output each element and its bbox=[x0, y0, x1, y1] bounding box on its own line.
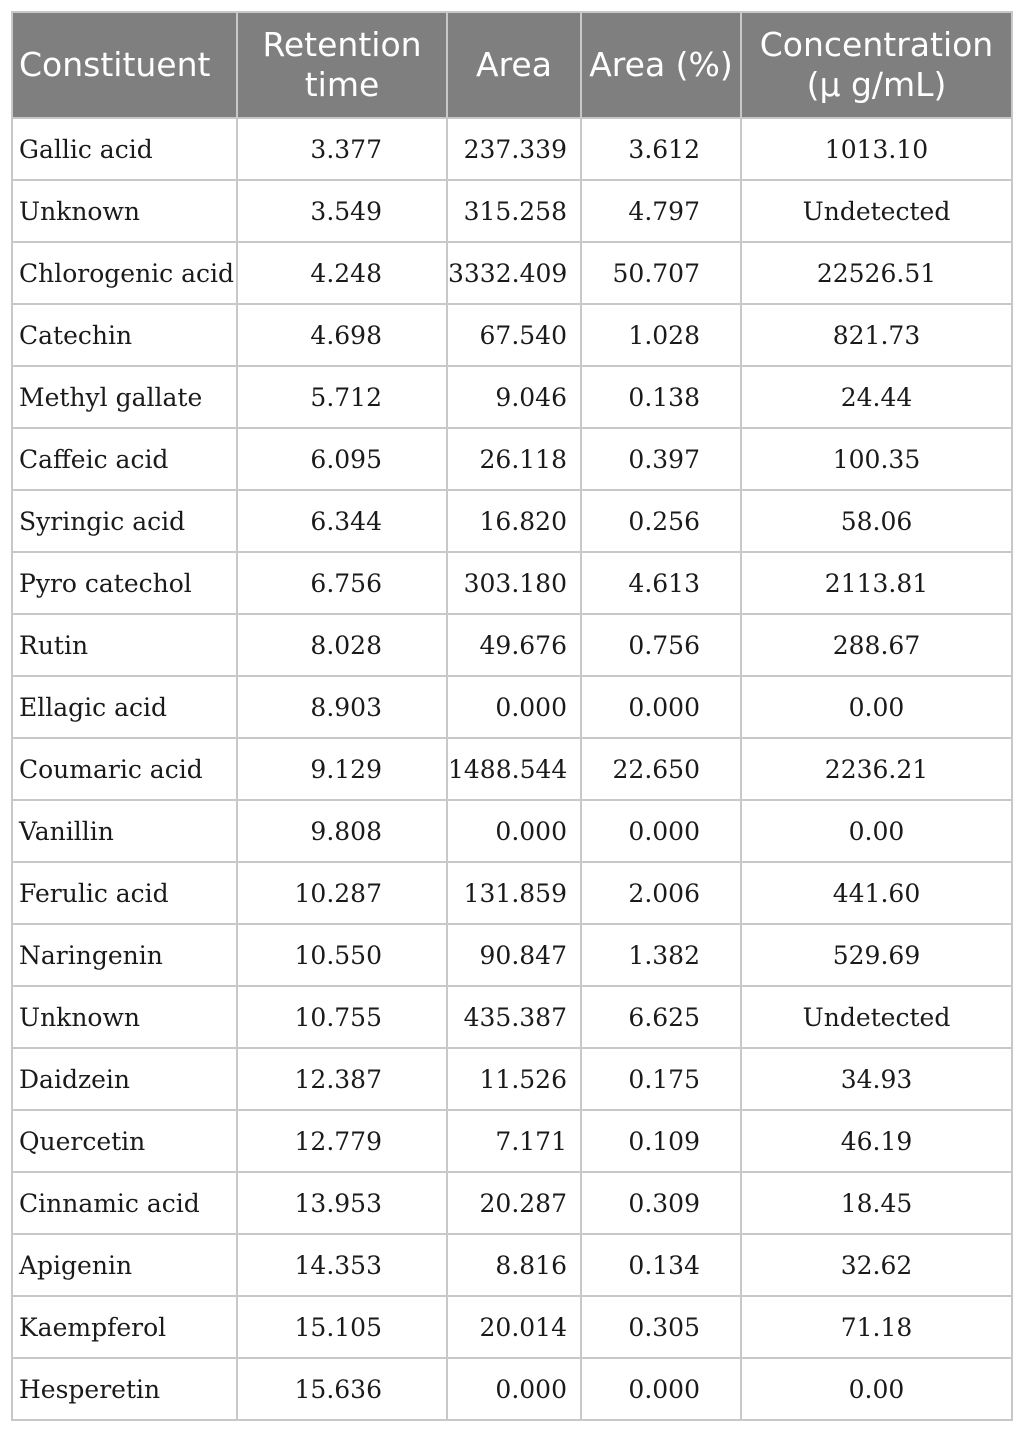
cell-area-percent: 0.756 bbox=[581, 614, 741, 676]
cell-area: 3332.409 bbox=[447, 242, 581, 304]
cell-area-percent: 0.000 bbox=[581, 1358, 741, 1420]
cell-area-percent: 0.175 bbox=[581, 1048, 741, 1110]
cell-constituent: Methyl gallate bbox=[12, 366, 237, 428]
cell-retention-time: 12.387 bbox=[237, 1048, 447, 1110]
cell-concentration: 0.00 bbox=[741, 1358, 1012, 1420]
cell-concentration: 46.19 bbox=[741, 1110, 1012, 1172]
cell-constituent: Quercetin bbox=[12, 1110, 237, 1172]
cell-concentration: 288.67 bbox=[741, 614, 1012, 676]
cell-area: 20.014 bbox=[447, 1296, 581, 1358]
cell-area-percent: 4.797 bbox=[581, 180, 741, 242]
cell-area: 49.676 bbox=[447, 614, 581, 676]
cell-concentration: 2236.21 bbox=[741, 738, 1012, 800]
cell-area: 435.387 bbox=[447, 986, 581, 1048]
cell-area: 0.000 bbox=[447, 676, 581, 738]
cell-concentration: 22526.51 bbox=[741, 242, 1012, 304]
cell-constituent: Cinnamic acid bbox=[12, 1172, 237, 1234]
table-row bbox=[12, 1296, 1012, 1358]
table-row bbox=[12, 490, 1012, 552]
cell-concentration: 24.44 bbox=[741, 366, 1012, 428]
constituents-table bbox=[11, 11, 1013, 1421]
cell-area: 16.820 bbox=[447, 490, 581, 552]
cell-concentration: 529.69 bbox=[741, 924, 1012, 986]
header-retention-time: Retention time bbox=[237, 12, 447, 118]
cell-retention-time: 10.550 bbox=[237, 924, 447, 986]
cell-area-percent: 0.305 bbox=[581, 1296, 741, 1358]
cell-constituent: Ellagic acid bbox=[12, 676, 237, 738]
cell-area-percent: 0.309 bbox=[581, 1172, 741, 1234]
cell-area-percent: 50.707 bbox=[581, 242, 741, 304]
cell-area: 90.847 bbox=[447, 924, 581, 986]
cell-area-percent: 1.382 bbox=[581, 924, 741, 986]
cell-area-percent: 2.006 bbox=[581, 862, 741, 924]
cell-constituent: Hesperetin bbox=[12, 1358, 237, 1420]
cell-concentration: 71.18 bbox=[741, 1296, 1012, 1358]
cell-area-percent: 6.625 bbox=[581, 986, 741, 1048]
cell-constituent: Caffeic acid bbox=[12, 428, 237, 490]
cell-area-percent: 0.000 bbox=[581, 676, 741, 738]
table-row bbox=[12, 676, 1012, 738]
cell-constituent: Unknown bbox=[12, 986, 237, 1048]
cell-area: 26.118 bbox=[447, 428, 581, 490]
cell-area: 9.046 bbox=[447, 366, 581, 428]
cell-area-percent: 0.000 bbox=[581, 800, 741, 862]
table-row bbox=[12, 304, 1012, 366]
cell-constituent: Daidzein bbox=[12, 1048, 237, 1110]
cell-concentration: 0.00 bbox=[741, 676, 1012, 738]
cell-constituent: Vanillin bbox=[12, 800, 237, 862]
cell-concentration: 1013.10 bbox=[741, 118, 1012, 180]
cell-retention-time: 15.105 bbox=[237, 1296, 447, 1358]
cell-area: 0.000 bbox=[447, 1358, 581, 1420]
cell-concentration: Undetected bbox=[741, 180, 1012, 242]
cell-constituent: Ferulic acid bbox=[12, 862, 237, 924]
cell-constituent: Coumaric acid bbox=[12, 738, 237, 800]
cell-constituent: Chlorogenic acid bbox=[12, 242, 237, 304]
table-row bbox=[12, 1110, 1012, 1172]
cell-area-percent: 4.613 bbox=[581, 552, 741, 614]
cell-concentration: 821.73 bbox=[741, 304, 1012, 366]
cell-area: 131.859 bbox=[447, 862, 581, 924]
cell-concentration: 18.45 bbox=[741, 1172, 1012, 1234]
cell-concentration: 34.93 bbox=[741, 1048, 1012, 1110]
cell-constituent: Rutin bbox=[12, 614, 237, 676]
cell-retention-time: 6.344 bbox=[237, 490, 447, 552]
cell-area: 11.526 bbox=[447, 1048, 581, 1110]
cell-concentration: 58.06 bbox=[741, 490, 1012, 552]
cell-concentration: 2113.81 bbox=[741, 552, 1012, 614]
cell-constituent: Apigenin bbox=[12, 1234, 237, 1296]
cell-area-percent: 22.650 bbox=[581, 738, 741, 800]
cell-area-percent: 1.028 bbox=[581, 304, 741, 366]
cell-constituent: Syringic acid bbox=[12, 490, 237, 552]
table-row bbox=[12, 1234, 1012, 1296]
cell-retention-time: 9.808 bbox=[237, 800, 447, 862]
table-row bbox=[12, 428, 1012, 490]
cell-retention-time: 14.353 bbox=[237, 1234, 447, 1296]
header-area: Area bbox=[447, 12, 581, 118]
table-row bbox=[12, 986, 1012, 1048]
table-row bbox=[12, 1358, 1012, 1420]
cell-area: 315.258 bbox=[447, 180, 581, 242]
cell-constituent: Naringenin bbox=[12, 924, 237, 986]
cell-retention-time: 5.712 bbox=[237, 366, 447, 428]
cell-retention-time: 9.129 bbox=[237, 738, 447, 800]
cell-constituent: Gallic acid bbox=[12, 118, 237, 180]
cell-retention-time: 13.953 bbox=[237, 1172, 447, 1234]
table-row bbox=[12, 614, 1012, 676]
table-row bbox=[12, 924, 1012, 986]
cell-retention-time: 4.698 bbox=[237, 304, 447, 366]
table-row bbox=[12, 242, 1012, 304]
cell-retention-time: 6.756 bbox=[237, 552, 447, 614]
table-row bbox=[12, 738, 1012, 800]
cell-retention-time: 8.028 bbox=[237, 614, 447, 676]
cell-constituent: Kaempferol bbox=[12, 1296, 237, 1358]
cell-area: 1488.544 bbox=[447, 738, 581, 800]
cell-area: 67.540 bbox=[447, 304, 581, 366]
cell-retention-time: 8.903 bbox=[237, 676, 447, 738]
cell-area: 8.816 bbox=[447, 1234, 581, 1296]
cell-area: 20.287 bbox=[447, 1172, 581, 1234]
table-row bbox=[12, 862, 1012, 924]
cell-area: 303.180 bbox=[447, 552, 581, 614]
cell-concentration: 0.00 bbox=[741, 800, 1012, 862]
cell-retention-time: 3.549 bbox=[237, 180, 447, 242]
cell-area-percent: 3.612 bbox=[581, 118, 741, 180]
cell-area: 7.171 bbox=[447, 1110, 581, 1172]
header-constituent: Constituent bbox=[12, 12, 237, 118]
cell-retention-time: 10.755 bbox=[237, 986, 447, 1048]
table-row bbox=[12, 1048, 1012, 1110]
cell-retention-time: 6.095 bbox=[237, 428, 447, 490]
cell-concentration: 100.35 bbox=[741, 428, 1012, 490]
table-row bbox=[12, 800, 1012, 862]
cell-retention-time: 15.636 bbox=[237, 1358, 447, 1420]
table-row bbox=[12, 552, 1012, 614]
table-row bbox=[12, 180, 1012, 242]
cell-area-percent: 0.138 bbox=[581, 366, 741, 428]
header-area-percent: Area (%) bbox=[581, 12, 741, 118]
cell-retention-time: 10.287 bbox=[237, 862, 447, 924]
cell-constituent: Unknown bbox=[12, 180, 237, 242]
table-container bbox=[11, 11, 1013, 1421]
table-row bbox=[12, 118, 1012, 180]
header-concentration: Concentration (µ g/mL) bbox=[741, 12, 1012, 118]
cell-concentration: Undetected bbox=[741, 986, 1012, 1048]
cell-constituent: Catechin bbox=[12, 304, 237, 366]
cell-retention-time: 3.377 bbox=[237, 118, 447, 180]
cell-area-percent: 0.109 bbox=[581, 1110, 741, 1172]
table-row bbox=[12, 366, 1012, 428]
cell-area-percent: 0.256 bbox=[581, 490, 741, 552]
cell-concentration: 441.60 bbox=[741, 862, 1012, 924]
cell-retention-time: 4.248 bbox=[237, 242, 447, 304]
cell-constituent: Pyro catechol bbox=[12, 552, 237, 614]
table-row bbox=[12, 1172, 1012, 1234]
cell-area: 237.339 bbox=[447, 118, 581, 180]
header-row bbox=[12, 12, 1012, 118]
cell-area-percent: 0.134 bbox=[581, 1234, 741, 1296]
cell-area: 0.000 bbox=[447, 800, 581, 862]
cell-concentration: 32.62 bbox=[741, 1234, 1012, 1296]
cell-area-percent: 0.397 bbox=[581, 428, 741, 490]
cell-retention-time: 12.779 bbox=[237, 1110, 447, 1172]
table-body bbox=[12, 118, 1012, 1420]
